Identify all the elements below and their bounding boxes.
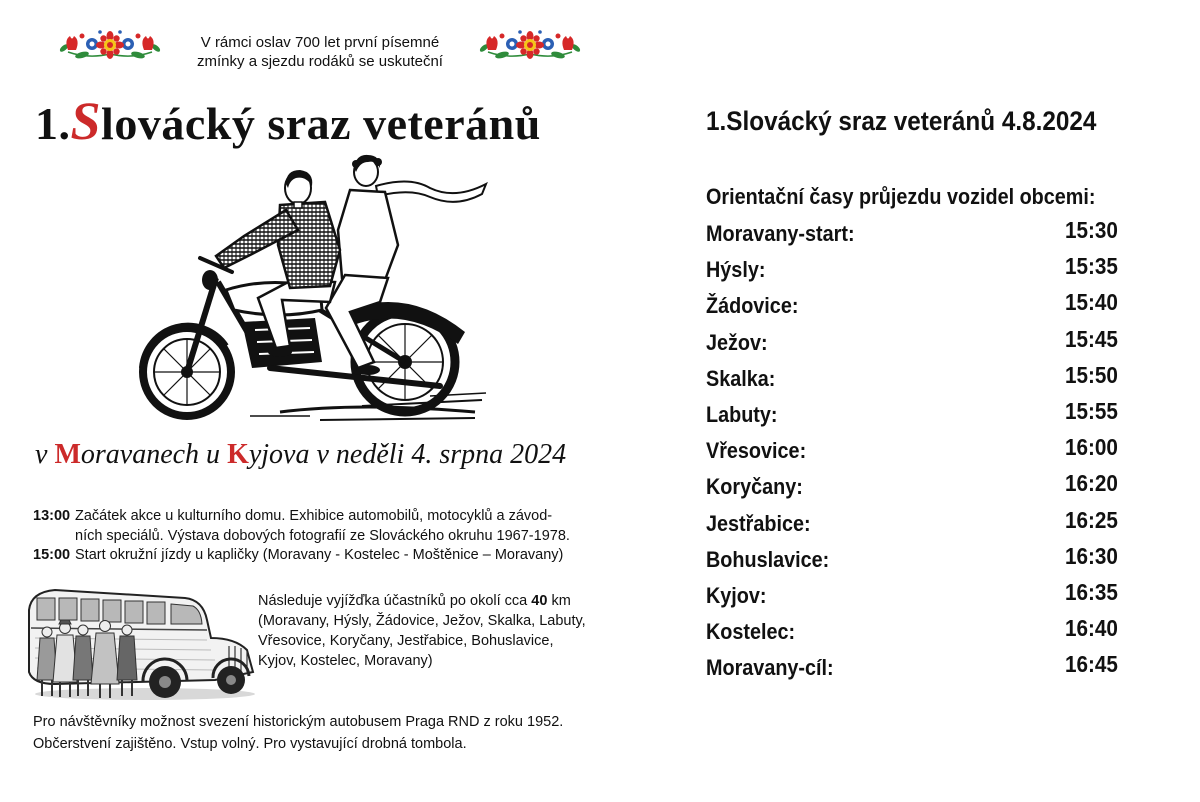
ride-line: Následuje vyjížďka účastníků po okolí cca 40 km — [258, 593, 571, 609]
folk-ornament-left-icon — [58, 28, 162, 64]
stop-time: 15:30 — [1065, 217, 1118, 243]
event-place-date — [35, 437, 566, 473]
stop-row — [706, 397, 1146, 433]
stop-place: Skalka: — [706, 365, 776, 391]
program-row — [33, 546, 570, 566]
stop-time: 16:25 — [1065, 506, 1118, 533]
ride-description — [258, 591, 586, 671]
ride-distance: 40 — [531, 593, 548, 609]
subtitle-initial-m: M — [54, 439, 81, 470]
stop-time: 16:30 — [1065, 542, 1118, 569]
program-time: 15:00 — [33, 547, 71, 563]
title-number: 1. — [35, 98, 71, 149]
stop-place: Kyjov: — [706, 582, 767, 608]
stop-place: Ježov: — [706, 329, 768, 355]
program-time: 13:00 — [33, 508, 71, 524]
stop-place: Žádovice: — [706, 293, 799, 319]
intro-text — [150, 33, 490, 71]
stop-place: Moravany-start: — [706, 221, 855, 246]
stop-row — [706, 650, 1146, 686]
footer-notes — [33, 711, 563, 755]
stop-time: 15:35 — [1065, 253, 1118, 280]
program-list — [33, 507, 570, 566]
stop-place: Vřesovice: — [706, 438, 807, 464]
ride-line: (Moravany, Hýsly, Žádovice, Ježov, Skalka, Labuty, — [258, 613, 586, 629]
stop-time: 15:55 — [1065, 397, 1118, 424]
title-initial: S — [70, 91, 102, 151]
schedule-heading: Orientační časy průjezdu vozidel obcemi: — [706, 184, 1096, 209]
subtitle-initial-k: K — [227, 439, 249, 470]
stop-row — [706, 469, 1146, 505]
stop-place: Jestřabice: — [706, 510, 811, 536]
stop-time: 16:40 — [1065, 615, 1118, 642]
subtitle-part: oravanech u — [80, 439, 228, 470]
stop-time: 16:00 — [1065, 434, 1118, 461]
stop-time: 16:35 — [1065, 578, 1118, 605]
stop-row — [706, 216, 1146, 252]
stop-time: 15:50 — [1065, 361, 1118, 388]
footer-line: Občerstvení zajištěno. Vstup volný. Pro vystavující drobná tombola. — [33, 736, 467, 752]
stop-place: Koryčany: — [706, 474, 803, 500]
program-text: ních speciálů. Výstava dobových fotografií ze Slováckého okruhu 1967-1978. — [75, 527, 570, 544]
motorcycle-illustration — [130, 150, 490, 425]
event-title — [35, 90, 541, 155]
schedule-list — [706, 216, 1146, 686]
schedule-title: 1.Slovácký sraz veteránů 4.8.2024 — [706, 106, 1097, 136]
ride-line: Kyjov, Kostelec, Moravany) — [258, 653, 433, 669]
stop-row — [706, 542, 1146, 578]
stop-row — [706, 433, 1146, 469]
stop-time: 16:45 — [1065, 651, 1118, 678]
subtitle-part: yjova v neděli 4. srpna 2024 — [248, 439, 567, 470]
program-text: Start okružní jízdy u kapličky (Moravany - Kostelec - Moštěnice – Moravany) — [75, 547, 564, 563]
stop-row — [706, 578, 1146, 614]
footer-line: Pro návštěvníky možnost svezení historickým autobusem Praga RND z roku 1952. — [33, 714, 564, 730]
stop-row — [706, 252, 1146, 288]
stop-time: 15:45 — [1065, 325, 1118, 352]
stop-place: Kostelec: — [706, 619, 796, 645]
program-row — [33, 507, 570, 527]
stop-row — [706, 325, 1146, 361]
stop-time: 16:20 — [1065, 470, 1118, 497]
subtitle-part: v — [35, 439, 55, 470]
stop-row — [706, 288, 1146, 324]
stop-place: Labuty: — [706, 401, 778, 427]
bus-illustration — [15, 580, 255, 702]
program-row — [33, 527, 570, 547]
program-text: Začátek akce u kulturního domu. Exhibice automobilů, motocyklů a závod- — [75, 508, 553, 524]
intro-line: V rámci oslav 700 let první písemné — [200, 34, 440, 51]
stop-time: 15:40 — [1065, 289, 1118, 316]
folk-ornament-right-icon — [478, 28, 582, 64]
stop-place: Hýsly: — [706, 257, 766, 283]
stop-row — [706, 506, 1146, 542]
stop-row — [706, 614, 1146, 650]
stop-row — [706, 361, 1146, 397]
intro-line: zmínky a sjezdu rodáků se uskuteční — [197, 53, 443, 70]
title-rest: lovácký sraz veteránů — [101, 98, 541, 149]
ride-line: Vřesovice, Koryčany, Jestřabice, Bohuslavice, — [258, 633, 554, 649]
stop-place: Moravany-cíl: — [706, 655, 834, 681]
stop-place: Bohuslavice: — [706, 546, 830, 572]
